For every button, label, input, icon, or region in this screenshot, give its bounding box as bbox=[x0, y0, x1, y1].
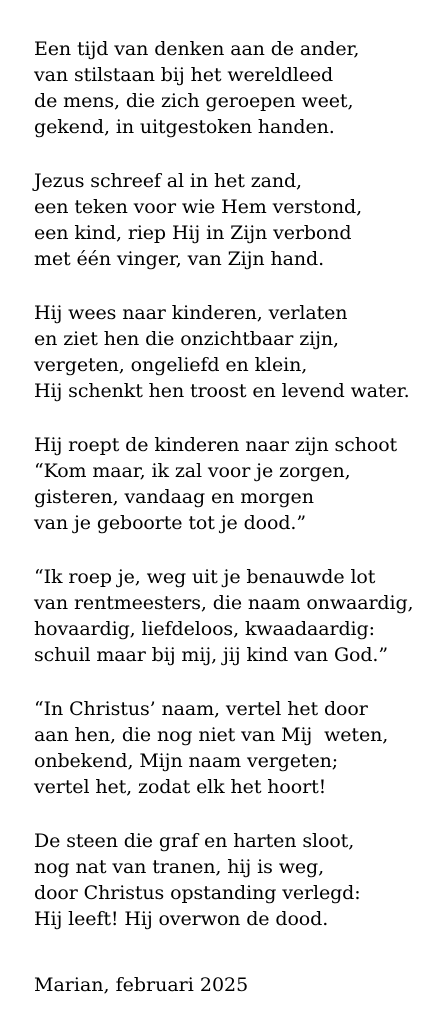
poem-line: Hij roept de kinderen naar zijn schoot bbox=[34, 434, 398, 456]
poem-line: hovaardig, liefdeloos, kwaadaardig: bbox=[34, 618, 375, 640]
poem-line: “Kom maar, ik zal voor je zorgen, bbox=[34, 460, 351, 482]
poem-line: de mens, die zich geroepen weet, bbox=[34, 90, 354, 112]
poem-line: nog nat van tranen, hij is weg, bbox=[34, 856, 325, 878]
poem-line: vergeten, ongeliefd en klein, bbox=[34, 354, 308, 376]
poem-line: gisteren, vandaag en morgen bbox=[34, 486, 314, 508]
stanza-7 bbox=[34, 828, 442, 932]
poem-line: Jezus schreef al in het zand, bbox=[34, 170, 302, 192]
poem-line: een teken voor wie Hem verstond, bbox=[34, 196, 363, 218]
signature: Marian, februari 2025 bbox=[34, 974, 249, 996]
poem-line: van rentmeesters, die naam onwaardig, bbox=[34, 592, 414, 614]
poem-line: en ziet hen die onzichtbaar zijn, bbox=[34, 328, 339, 350]
poem-line: van je geboorte tot je dood.” bbox=[34, 512, 306, 534]
poem-line: “In Christus’ naam, vertel het door bbox=[34, 698, 368, 720]
poem bbox=[34, 36, 442, 960]
poem-line: Hij leeft! Hij overwon de dood. bbox=[34, 908, 329, 930]
stanza-6 bbox=[34, 696, 442, 800]
poem-line: schuil maar bij mij, jij kind van God.” bbox=[34, 644, 388, 666]
poem-line: met één vinger, van Zijn hand. bbox=[34, 248, 325, 270]
poem-line: De steen die graf en harten sloot, bbox=[34, 830, 355, 852]
poem-line: gekend, in uitgestoken handen. bbox=[34, 116, 335, 138]
poem-line: Een tijd van denken aan de ander, bbox=[34, 38, 360, 60]
poem-line: van stilstaan bij het wereldleed bbox=[34, 64, 334, 86]
stanza-5 bbox=[34, 564, 442, 668]
poem-line: “Ik roep je, weg uit je benauwde lot bbox=[34, 566, 376, 588]
stanza-1 bbox=[34, 36, 442, 140]
stanza-2 bbox=[34, 168, 442, 272]
poem-line: aan hen, die nog niet van Mij weten, bbox=[34, 724, 389, 746]
stanza-3 bbox=[34, 300, 442, 404]
poem-line: Hij schenkt hen troost en levend water. bbox=[34, 380, 410, 402]
poem-line: onbekend, Mijn naam vergeten; bbox=[34, 750, 339, 772]
poem-line: Hij wees naar kinderen, verlaten bbox=[34, 302, 348, 324]
poem-line: vertel het, zodat elk het hoort! bbox=[34, 776, 327, 798]
poem-line: een kind, riep Hij in Zijn verbond bbox=[34, 222, 352, 244]
stanza-4 bbox=[34, 432, 442, 536]
poem-line: door Christus opstanding verlegd: bbox=[34, 882, 361, 904]
